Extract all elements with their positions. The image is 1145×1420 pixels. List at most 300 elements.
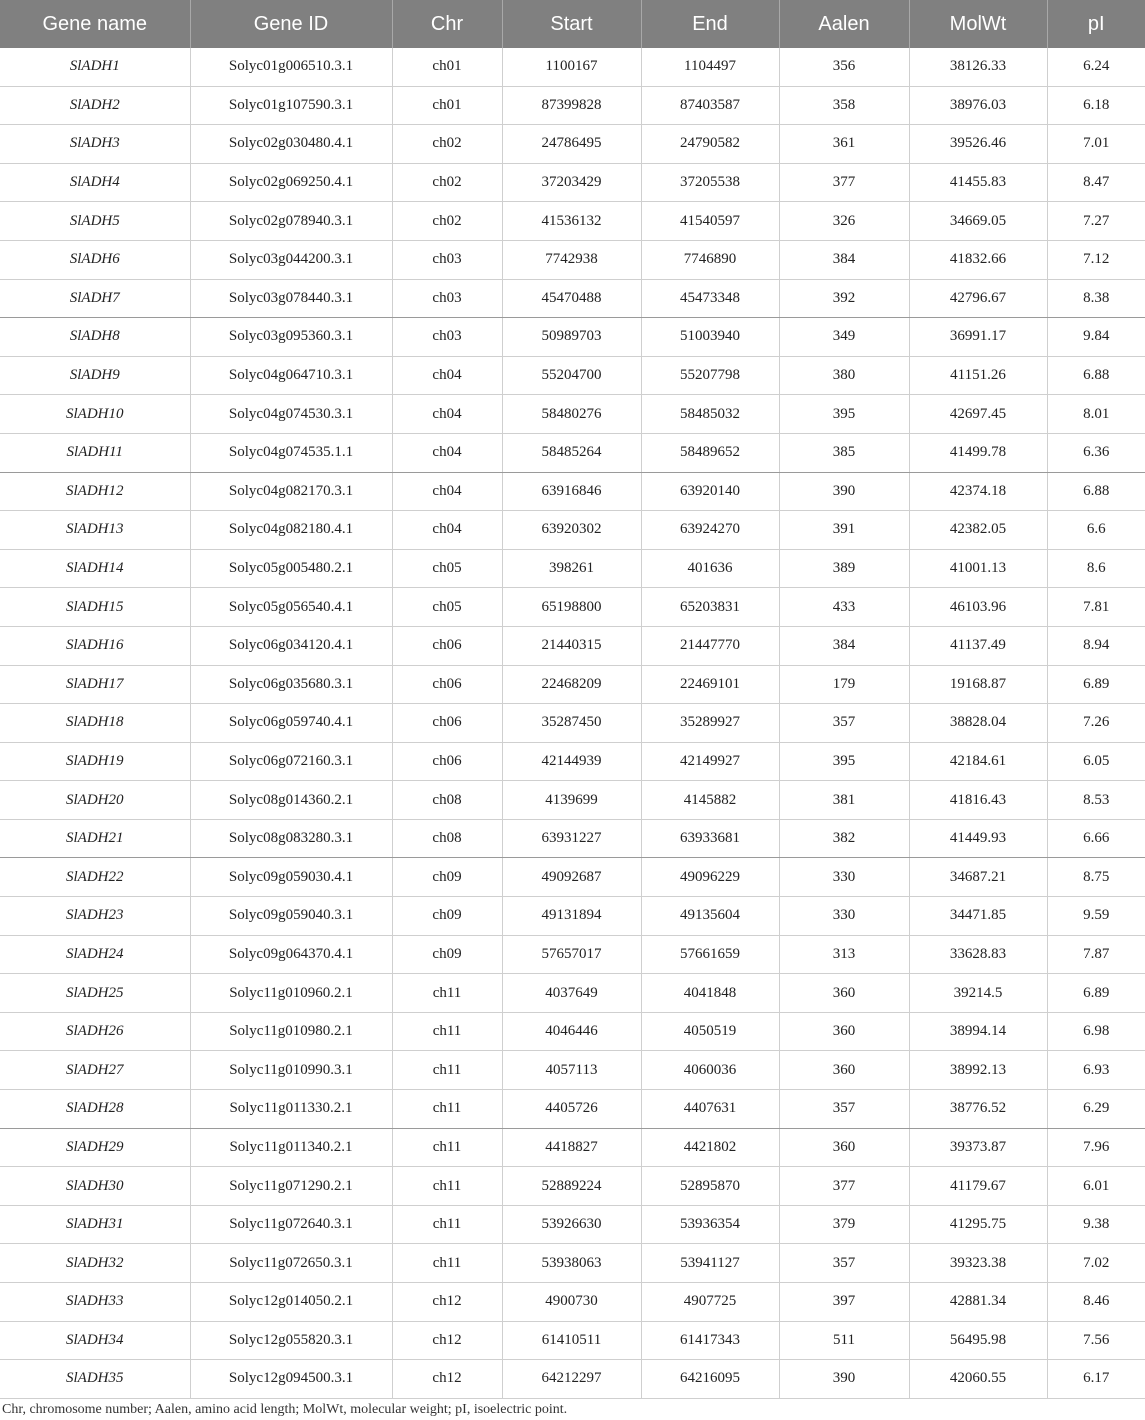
- cell-aalen: 356: [779, 48, 909, 86]
- cell-gene-id: Solyc03g078440.3.1: [190, 279, 392, 318]
- cell-end: 63933681: [641, 819, 779, 858]
- table-row: [0, 240, 1145, 279]
- cell-start: 35287450: [502, 704, 641, 743]
- table-footnote: Chr, chromosome number; Aalen, amino acid length; MolWt, molecular weight; pI, isoelectric point.: [2, 1402, 568, 1417]
- table-body: [0, 48, 1145, 1398]
- cell-gene-id: Solyc05g056540.4.1: [190, 588, 392, 627]
- cell-start: 55204700: [502, 356, 641, 395]
- cell-end: 58489652: [641, 433, 779, 472]
- cell-start: 4418827: [502, 1128, 641, 1167]
- cell-aalen: 397: [779, 1283, 909, 1322]
- cell-pi: 9.59: [1047, 897, 1145, 936]
- column-header-gene-id: Gene ID: [190, 0, 392, 48]
- table-row: [0, 125, 1145, 164]
- cell-aalen: 384: [779, 626, 909, 665]
- cell-chr: ch04: [392, 433, 502, 472]
- cell-chr: ch05: [392, 549, 502, 588]
- cell-start: 24786495: [502, 125, 641, 164]
- cell-start: 45470488: [502, 279, 641, 318]
- cell-end: 4421802: [641, 1128, 779, 1167]
- cell-aalen: 360: [779, 1012, 909, 1051]
- cell-aalen: 395: [779, 395, 909, 434]
- cell-end: 4907725: [641, 1283, 779, 1322]
- cell-gene-name: SlADH4: [0, 163, 190, 202]
- cell-end: 58485032: [641, 395, 779, 434]
- cell-chr: ch06: [392, 665, 502, 704]
- cell-end: 35289927: [641, 704, 779, 743]
- cell-start: 41536132: [502, 202, 641, 241]
- table-row: [0, 819, 1145, 858]
- cell-gene-name: SlADH14: [0, 549, 190, 588]
- cell-aalen: 360: [779, 974, 909, 1013]
- cell-start: 4405726: [502, 1090, 641, 1129]
- cell-chr: ch11: [392, 1167, 502, 1206]
- cell-gene-id: Solyc09g064370.4.1: [190, 935, 392, 974]
- cell-gene-name: SlADH29: [0, 1128, 190, 1167]
- cell-pi: 8.94: [1047, 626, 1145, 665]
- cell-molwt: 38994.14: [909, 1012, 1047, 1051]
- cell-gene-id: Solyc08g014360.2.1: [190, 781, 392, 820]
- column-header-start: Start: [502, 0, 641, 48]
- cell-gene-name: SlADH35: [0, 1360, 190, 1399]
- cell-end: 63924270: [641, 511, 779, 550]
- cell-chr: ch09: [392, 935, 502, 974]
- cell-pi: 6.98: [1047, 1012, 1145, 1051]
- cell-gene-name: SlADH8: [0, 318, 190, 357]
- cell-aalen: 361: [779, 125, 909, 164]
- table-row: [0, 202, 1145, 241]
- cell-pi: 7.02: [1047, 1244, 1145, 1283]
- cell-start: 65198800: [502, 588, 641, 627]
- cell-start: 398261: [502, 549, 641, 588]
- cell-chr: ch11: [392, 1244, 502, 1283]
- cell-end: 65203831: [641, 588, 779, 627]
- cell-chr: ch02: [392, 125, 502, 164]
- table-row: [0, 1244, 1145, 1283]
- cell-chr: ch06: [392, 626, 502, 665]
- cell-gene-id: Solyc01g107590.3.1: [190, 86, 392, 125]
- cell-gene-name: SlADH32: [0, 1244, 190, 1283]
- cell-molwt: 41832.66: [909, 240, 1047, 279]
- cell-gene-name: SlADH21: [0, 819, 190, 858]
- cell-gene-id: Solyc06g059740.4.1: [190, 704, 392, 743]
- cell-gene-name: SlADH18: [0, 704, 190, 743]
- cell-start: 37203429: [502, 163, 641, 202]
- cell-pi: 7.01: [1047, 125, 1145, 164]
- cell-chr: ch11: [392, 1090, 502, 1129]
- cell-gene-id: Solyc06g034120.4.1: [190, 626, 392, 665]
- cell-aalen: 360: [779, 1051, 909, 1090]
- cell-pi: 6.93: [1047, 1051, 1145, 1090]
- cell-end: 51003940: [641, 318, 779, 357]
- cell-end: 42149927: [641, 742, 779, 781]
- cell-pi: 6.89: [1047, 974, 1145, 1013]
- cell-start: 63916846: [502, 472, 641, 511]
- cell-gene-name: SlADH28: [0, 1090, 190, 1129]
- cell-gene-id: Solyc04g082170.3.1: [190, 472, 392, 511]
- cell-start: 22468209: [502, 665, 641, 704]
- cell-gene-id: Solyc09g059030.4.1: [190, 858, 392, 897]
- cell-molwt: 41001.13: [909, 549, 1047, 588]
- cell-gene-name: SlADH19: [0, 742, 190, 781]
- cell-gene-id: Solyc04g082180.4.1: [190, 511, 392, 550]
- cell-end: 1104497: [641, 48, 779, 86]
- cell-pi: 6.66: [1047, 819, 1145, 858]
- cell-start: 4057113: [502, 1051, 641, 1090]
- cell-gene-id: Solyc09g059040.3.1: [190, 897, 392, 936]
- cell-gene-name: SlADH2: [0, 86, 190, 125]
- cell-chr: ch04: [392, 511, 502, 550]
- table-row: [0, 1128, 1145, 1167]
- cell-molwt: 42697.45: [909, 395, 1047, 434]
- cell-aalen: 330: [779, 897, 909, 936]
- table-row: [0, 472, 1145, 511]
- cell-chr: ch11: [392, 1128, 502, 1167]
- cell-gene-id: Solyc03g044200.3.1: [190, 240, 392, 279]
- cell-molwt: 36991.17: [909, 318, 1047, 357]
- column-header-end: End: [641, 0, 779, 48]
- cell-chr: ch11: [392, 974, 502, 1013]
- cell-chr: ch04: [392, 472, 502, 511]
- cell-end: 37205538: [641, 163, 779, 202]
- cell-start: 58485264: [502, 433, 641, 472]
- cell-molwt: 56495.98: [909, 1321, 1047, 1360]
- cell-pi: 6.88: [1047, 356, 1145, 395]
- cell-aalen: 326: [779, 202, 909, 241]
- cell-end: 22469101: [641, 665, 779, 704]
- cell-start: 4037649: [502, 974, 641, 1013]
- cell-chr: ch11: [392, 1051, 502, 1090]
- cell-gene-name: SlADH7: [0, 279, 190, 318]
- cell-molwt: 42374.18: [909, 472, 1047, 511]
- table-row: [0, 665, 1145, 704]
- cell-chr: ch06: [392, 704, 502, 743]
- table-row: [0, 395, 1145, 434]
- cell-end: 55207798: [641, 356, 779, 395]
- cell-gene-name: SlADH27: [0, 1051, 190, 1090]
- cell-end: 24790582: [641, 125, 779, 164]
- cell-pi: 8.53: [1047, 781, 1145, 820]
- cell-molwt: 39214.5: [909, 974, 1047, 1013]
- cell-molwt: 41455.83: [909, 163, 1047, 202]
- cell-gene-id: Solyc06g072160.3.1: [190, 742, 392, 781]
- cell-pi: 7.12: [1047, 240, 1145, 279]
- cell-molwt: 42382.05: [909, 511, 1047, 550]
- cell-start: 63931227: [502, 819, 641, 858]
- cell-aalen: 511: [779, 1321, 909, 1360]
- cell-pi: 7.56: [1047, 1321, 1145, 1360]
- cell-aalen: 330: [779, 858, 909, 897]
- table-row: [0, 781, 1145, 820]
- cell-gene-id: Solyc11g011330.2.1: [190, 1090, 392, 1129]
- table-row: [0, 1090, 1145, 1129]
- cell-chr: ch12: [392, 1360, 502, 1399]
- cell-chr: ch09: [392, 858, 502, 897]
- cell-molwt: 38992.13: [909, 1051, 1047, 1090]
- cell-molwt: 41816.43: [909, 781, 1047, 820]
- cell-gene-id: Solyc12g014050.2.1: [190, 1283, 392, 1322]
- cell-start: 53926630: [502, 1205, 641, 1244]
- cell-aalen: 377: [779, 163, 909, 202]
- cell-pi: 8.47: [1047, 163, 1145, 202]
- cell-molwt: 41137.49: [909, 626, 1047, 665]
- cell-start: 87399828: [502, 86, 641, 125]
- cell-aalen: 179: [779, 665, 909, 704]
- cell-pi: 7.27: [1047, 202, 1145, 241]
- cell-pi: 7.87: [1047, 935, 1145, 974]
- column-header-gene-name: Gene name: [0, 0, 190, 48]
- cell-pi: 6.29: [1047, 1090, 1145, 1129]
- cell-start: 4139699: [502, 781, 641, 820]
- cell-molwt: 38976.03: [909, 86, 1047, 125]
- table-row: [0, 318, 1145, 357]
- cell-aalen: 392: [779, 279, 909, 318]
- table-row: [0, 858, 1145, 897]
- cell-aalen: 390: [779, 472, 909, 511]
- table-row: [0, 974, 1145, 1013]
- table-row: [0, 742, 1145, 781]
- cell-gene-name: SlADH15: [0, 588, 190, 627]
- cell-chr: ch06: [392, 742, 502, 781]
- cell-pi: 6.05: [1047, 742, 1145, 781]
- cell-chr: ch12: [392, 1283, 502, 1322]
- cell-chr: ch11: [392, 1205, 502, 1244]
- cell-pi: 6.36: [1047, 433, 1145, 472]
- table-row: [0, 1360, 1145, 1399]
- cell-pi: 6.17: [1047, 1360, 1145, 1399]
- cell-end: 4050519: [641, 1012, 779, 1051]
- cell-gene-name: SlADH16: [0, 626, 190, 665]
- cell-start: 7742938: [502, 240, 641, 279]
- table-row: [0, 86, 1145, 125]
- cell-chr: ch11: [392, 1012, 502, 1051]
- cell-gene-id: Solyc04g074530.3.1: [190, 395, 392, 434]
- table-row: [0, 897, 1145, 936]
- table-row: [0, 48, 1145, 86]
- cell-aalen: 357: [779, 1090, 909, 1129]
- cell-molwt: 39526.46: [909, 125, 1047, 164]
- cell-chr: ch01: [392, 86, 502, 125]
- cell-gene-id: Solyc11g072640.3.1: [190, 1205, 392, 1244]
- table-row: [0, 511, 1145, 550]
- table-row: [0, 1167, 1145, 1206]
- cell-molwt: 33628.83: [909, 935, 1047, 974]
- cell-start: 42144939: [502, 742, 641, 781]
- cell-end: 87403587: [641, 86, 779, 125]
- cell-molwt: 41295.75: [909, 1205, 1047, 1244]
- cell-chr: ch08: [392, 819, 502, 858]
- cell-gene-id: Solyc02g030480.4.1: [190, 125, 392, 164]
- cell-end: 4041848: [641, 974, 779, 1013]
- cell-pi: 7.96: [1047, 1128, 1145, 1167]
- cell-aalen: 390: [779, 1360, 909, 1399]
- table-row: [0, 433, 1145, 472]
- cell-chr: ch02: [392, 163, 502, 202]
- cell-pi: 6.24: [1047, 48, 1145, 86]
- cell-start: 49092687: [502, 858, 641, 897]
- cell-aalen: 377: [779, 1167, 909, 1206]
- cell-pi: 8.46: [1047, 1283, 1145, 1322]
- cell-gene-name: SlADH5: [0, 202, 190, 241]
- cell-aalen: 380: [779, 356, 909, 395]
- cell-molwt: 39323.38: [909, 1244, 1047, 1283]
- table-row: [0, 935, 1145, 974]
- cell-molwt: 42184.61: [909, 742, 1047, 781]
- cell-aalen: 360: [779, 1128, 909, 1167]
- cell-pi: 7.81: [1047, 588, 1145, 627]
- cell-molwt: 34687.21: [909, 858, 1047, 897]
- cell-chr: ch04: [392, 395, 502, 434]
- cell-gene-name: SlADH25: [0, 974, 190, 1013]
- cell-end: 45473348: [641, 279, 779, 318]
- cell-chr: ch03: [392, 240, 502, 279]
- table-row: [0, 356, 1145, 395]
- cell-start: 58480276: [502, 395, 641, 434]
- cell-end: 7746890: [641, 240, 779, 279]
- cell-gene-name: SlADH33: [0, 1283, 190, 1322]
- cell-gene-name: SlADH6: [0, 240, 190, 279]
- cell-end: 64216095: [641, 1360, 779, 1399]
- cell-molwt: 41499.78: [909, 433, 1047, 472]
- cell-chr: ch12: [392, 1321, 502, 1360]
- cell-gene-id: Solyc06g035680.3.1: [190, 665, 392, 704]
- cell-start: 50989703: [502, 318, 641, 357]
- cell-molwt: 41151.26: [909, 356, 1047, 395]
- cell-aalen: 395: [779, 742, 909, 781]
- cell-gene-id: Solyc05g005480.2.1: [190, 549, 392, 588]
- cell-gene-name: SlADH22: [0, 858, 190, 897]
- cell-pi: 6.18: [1047, 86, 1145, 125]
- cell-end: 61417343: [641, 1321, 779, 1360]
- column-header-chr: Chr: [392, 0, 502, 48]
- cell-end: 4145882: [641, 781, 779, 820]
- cell-start: 4046446: [502, 1012, 641, 1051]
- cell-pi: 6.01: [1047, 1167, 1145, 1206]
- column-header-aalen: Aalen: [779, 0, 909, 48]
- cell-pi: 7.26: [1047, 704, 1145, 743]
- cell-end: 57661659: [641, 935, 779, 974]
- cell-aalen: 382: [779, 819, 909, 858]
- cell-gene-id: Solyc11g071290.2.1: [190, 1167, 392, 1206]
- cell-aalen: 384: [779, 240, 909, 279]
- cell-aalen: 379: [779, 1205, 909, 1244]
- table-row: [0, 163, 1145, 202]
- cell-molwt: 42881.34: [909, 1283, 1047, 1322]
- cell-gene-id: Solyc11g011340.2.1: [190, 1128, 392, 1167]
- cell-chr: ch09: [392, 897, 502, 936]
- table-row: [0, 549, 1145, 588]
- cell-molwt: 41179.67: [909, 1167, 1047, 1206]
- cell-molwt: 19168.87: [909, 665, 1047, 704]
- cell-end: 21447770: [641, 626, 779, 665]
- table-row: [0, 1321, 1145, 1360]
- cell-pi: 8.01: [1047, 395, 1145, 434]
- cell-gene-id: Solyc11g072650.3.1: [190, 1244, 392, 1283]
- cell-gene-id: Solyc12g055820.3.1: [190, 1321, 392, 1360]
- cell-start: 57657017: [502, 935, 641, 974]
- cell-pi: 6.6: [1047, 511, 1145, 550]
- cell-gene-name: SlADH17: [0, 665, 190, 704]
- cell-gene-name: SlADH9: [0, 356, 190, 395]
- cell-end: 401636: [641, 549, 779, 588]
- cell-molwt: 38126.33: [909, 48, 1047, 86]
- cell-gene-name: SlADH20: [0, 781, 190, 820]
- cell-pi: 6.88: [1047, 472, 1145, 511]
- cell-end: 52895870: [641, 1167, 779, 1206]
- column-header-pi: pI: [1047, 0, 1145, 48]
- table-row: [0, 1051, 1145, 1090]
- cell-gene-name: SlADH24: [0, 935, 190, 974]
- cell-end: 4407631: [641, 1090, 779, 1129]
- cell-gene-id: Solyc04g064710.3.1: [190, 356, 392, 395]
- table-row: [0, 1205, 1145, 1244]
- cell-gene-name: SlADH23: [0, 897, 190, 936]
- cell-start: 52889224: [502, 1167, 641, 1206]
- cell-gene-name: SlADH3: [0, 125, 190, 164]
- table-row: [0, 1012, 1145, 1051]
- cell-aalen: 357: [779, 704, 909, 743]
- cell-molwt: 38776.52: [909, 1090, 1047, 1129]
- cell-chr: ch03: [392, 318, 502, 357]
- cell-gene-id: Solyc11g010980.2.1: [190, 1012, 392, 1051]
- cell-gene-name: SlADH10: [0, 395, 190, 434]
- cell-gene-name: SlADH26: [0, 1012, 190, 1051]
- cell-aalen: 391: [779, 511, 909, 550]
- cell-gene-name: SlADH34: [0, 1321, 190, 1360]
- cell-end: 53941127: [641, 1244, 779, 1283]
- cell-aalen: 433: [779, 588, 909, 627]
- cell-start: 64212297: [502, 1360, 641, 1399]
- cell-aalen: 357: [779, 1244, 909, 1283]
- cell-gene-id: Solyc02g069250.4.1: [190, 163, 392, 202]
- cell-aalen: 389: [779, 549, 909, 588]
- cell-gene-id: Solyc02g078940.3.1: [190, 202, 392, 241]
- cell-chr: ch08: [392, 781, 502, 820]
- table-header: [0, 0, 1145, 48]
- cell-start: 61410511: [502, 1321, 641, 1360]
- cell-gene-id: Solyc11g010960.2.1: [190, 974, 392, 1013]
- cell-chr: ch02: [392, 202, 502, 241]
- cell-molwt: 41449.93: [909, 819, 1047, 858]
- cell-gene-name: SlADH31: [0, 1205, 190, 1244]
- cell-molwt: 34471.85: [909, 897, 1047, 936]
- table-row: [0, 1283, 1145, 1322]
- cell-chr: ch05: [392, 588, 502, 627]
- cell-aalen: 385: [779, 433, 909, 472]
- cell-molwt: 42060.55: [909, 1360, 1047, 1399]
- cell-gene-id: Solyc03g095360.3.1: [190, 318, 392, 357]
- column-header-molwt: MolWt: [909, 0, 1047, 48]
- table-row: [0, 626, 1145, 665]
- cell-start: 21440315: [502, 626, 641, 665]
- cell-gene-name: SlADH11: [0, 433, 190, 472]
- cell-chr: ch01: [392, 48, 502, 86]
- cell-pi: 8.6: [1047, 549, 1145, 588]
- cell-chr: ch03: [392, 279, 502, 318]
- cell-aalen: 358: [779, 86, 909, 125]
- cell-start: 63920302: [502, 511, 641, 550]
- table-row: [0, 704, 1145, 743]
- cell-gene-id: Solyc01g006510.3.1: [190, 48, 392, 86]
- cell-pi: 9.84: [1047, 318, 1145, 357]
- cell-gene-name: SlADH1: [0, 48, 190, 86]
- cell-gene-id: Solyc11g010990.3.1: [190, 1051, 392, 1090]
- cell-gene-name: SlADH12: [0, 472, 190, 511]
- cell-gene-id: Solyc04g074535.1.1: [190, 433, 392, 472]
- cell-gene-name: SlADH13: [0, 511, 190, 550]
- cell-molwt: 34669.05: [909, 202, 1047, 241]
- header-row: [0, 0, 1145, 48]
